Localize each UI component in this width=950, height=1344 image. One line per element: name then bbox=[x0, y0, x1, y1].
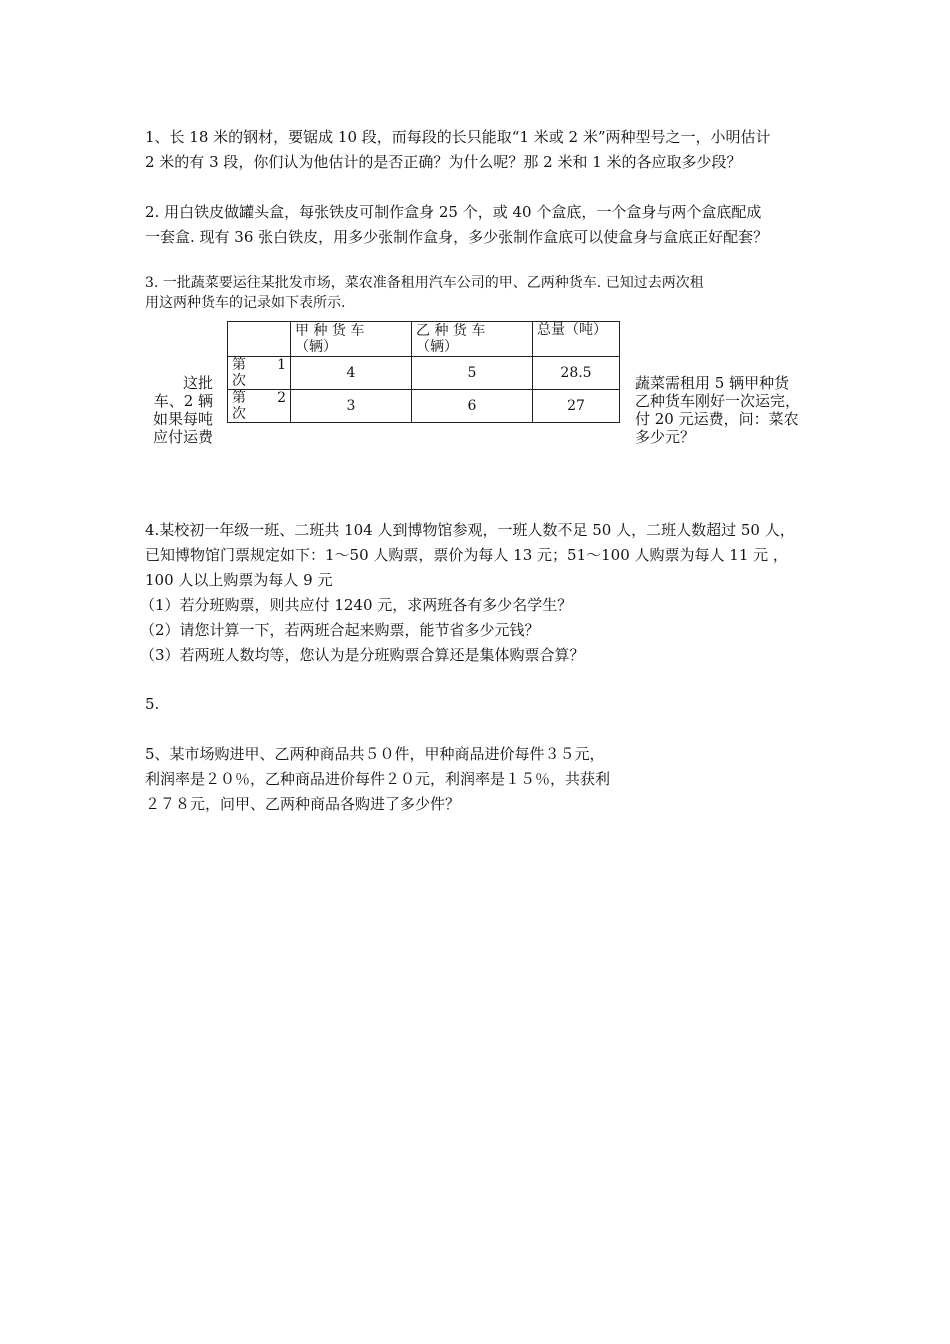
header-jia-line2: （辆） bbox=[295, 339, 337, 355]
header-yi bbox=[412, 322, 533, 357]
table-row bbox=[228, 390, 620, 423]
table-row bbox=[228, 357, 620, 390]
header-jia bbox=[291, 322, 412, 357]
q3-right-line: 蔬菜需租用 5 辆甲种货 bbox=[635, 374, 790, 392]
q4-line-3: 100 人以上购票为每人 9 元 bbox=[145, 571, 333, 589]
row-label-c: 次 bbox=[232, 373, 246, 389]
row-label-a: 第 bbox=[232, 357, 246, 373]
q5-number-label: 5. bbox=[145, 695, 160, 713]
q4-sub-3: （3）若两班人数均等，您认为是分班购票合算还是集体购票合算？ bbox=[140, 646, 585, 664]
q4-line-1: 4.某校初一年级一班、二班共 104 人到博物馆参观，一班人数不足 50 人，二班人数超过 50 人， bbox=[145, 521, 795, 539]
table-corner-cell bbox=[228, 322, 291, 357]
q1-line-1: 1、长 18 米的钢材，要锯成 10 段，而每段的长只能取“1 米或 2 米”两种型号之一，小明估计 bbox=[145, 128, 771, 146]
cell-total: 28.5 bbox=[533, 357, 620, 390]
row-label-b: 1 bbox=[277, 357, 286, 373]
row-label-a: 第 bbox=[232, 390, 246, 406]
q3-left-line: 应付运费 bbox=[152, 428, 213, 446]
q3-left-line: 这批 bbox=[182, 374, 213, 392]
q3-left-line: 车、2 辆 bbox=[153, 392, 213, 410]
q3-line-2: 用这两种货车的记录如下表所示. bbox=[145, 295, 346, 311]
truck-record-table bbox=[227, 321, 620, 423]
cell-yi: 6 bbox=[412, 390, 533, 423]
q3-left-text bbox=[145, 374, 213, 446]
q3-right-line: 付 20 元运费，问：菜农 bbox=[635, 410, 799, 428]
cell-total: 27 bbox=[533, 390, 620, 423]
q3-right-text bbox=[635, 374, 800, 446]
q1-line-2: 2 米的有 3 段，你们认为他估计的是否正确？为什么呢？那 2 米和 1 米的各应取多少段？ bbox=[145, 153, 742, 171]
row-label bbox=[228, 357, 291, 390]
header-total-line1: 总量（吨） bbox=[537, 322, 607, 338]
q3-right-line: 多少元？ bbox=[635, 428, 696, 446]
row-label-b: 2 bbox=[277, 390, 286, 406]
q5-line-3: ２７８元，问甲、乙两种商品各购进了多少件？ bbox=[145, 795, 461, 813]
q3-left-line: 如果每吨 bbox=[152, 410, 213, 428]
q5-line-1: 5、某市场购进甲、乙两种商品共５０件，甲种商品进价每件３５元， bbox=[145, 745, 605, 763]
cell-jia: 3 bbox=[291, 390, 412, 423]
header-total bbox=[533, 322, 620, 357]
row-label bbox=[228, 390, 291, 423]
q4-sub-1: （1）若分班购票，则共应付 1240 元，求两班各有多少名学生？ bbox=[140, 596, 573, 614]
cell-jia: 4 bbox=[291, 357, 412, 390]
header-yi-line1: 乙 种 货 车 bbox=[416, 323, 486, 339]
row-label-c: 次 bbox=[232, 406, 246, 422]
header-yi-line2: （辆） bbox=[416, 339, 458, 355]
q5-line-2: 利润率是２０％，乙种商品进价每件２０元，利润率是１５％，共获利 bbox=[145, 770, 611, 788]
q3-line-1: 3. 一批蔬菜要运往某批发市场，菜农准备租用汽车公司的甲、乙两种货车. 已知过去两次租 bbox=[145, 275, 704, 291]
q2-line-2: 一套盒. 现有 36 张白铁皮，用多少张制作盒身，多少张制作盒底可以使盒身与盒底正好配套？ bbox=[145, 228, 769, 246]
q4-sub-2: （2）请您计算一下，若两班合起来购票，能节省多少元钱？ bbox=[140, 621, 540, 639]
q4-line-2: 已知博物馆门票规定如下：1～50 人购票，票价为每人 13 元；51～100 人购票为每人 11 元 ， bbox=[145, 546, 788, 564]
cell-yi: 5 bbox=[412, 357, 533, 390]
header-jia-line1: 甲 种 货 车 bbox=[295, 323, 365, 339]
table-header-row bbox=[228, 322, 620, 357]
q2-line-1: 2. 用白铁皮做罐头盒，每张铁皮可制作盒身 25 个，或 40 个盒底，一个盒身与两个盒底配成 bbox=[145, 203, 762, 221]
q3-right-line: 乙种货车刚好一次运完， bbox=[635, 392, 801, 410]
